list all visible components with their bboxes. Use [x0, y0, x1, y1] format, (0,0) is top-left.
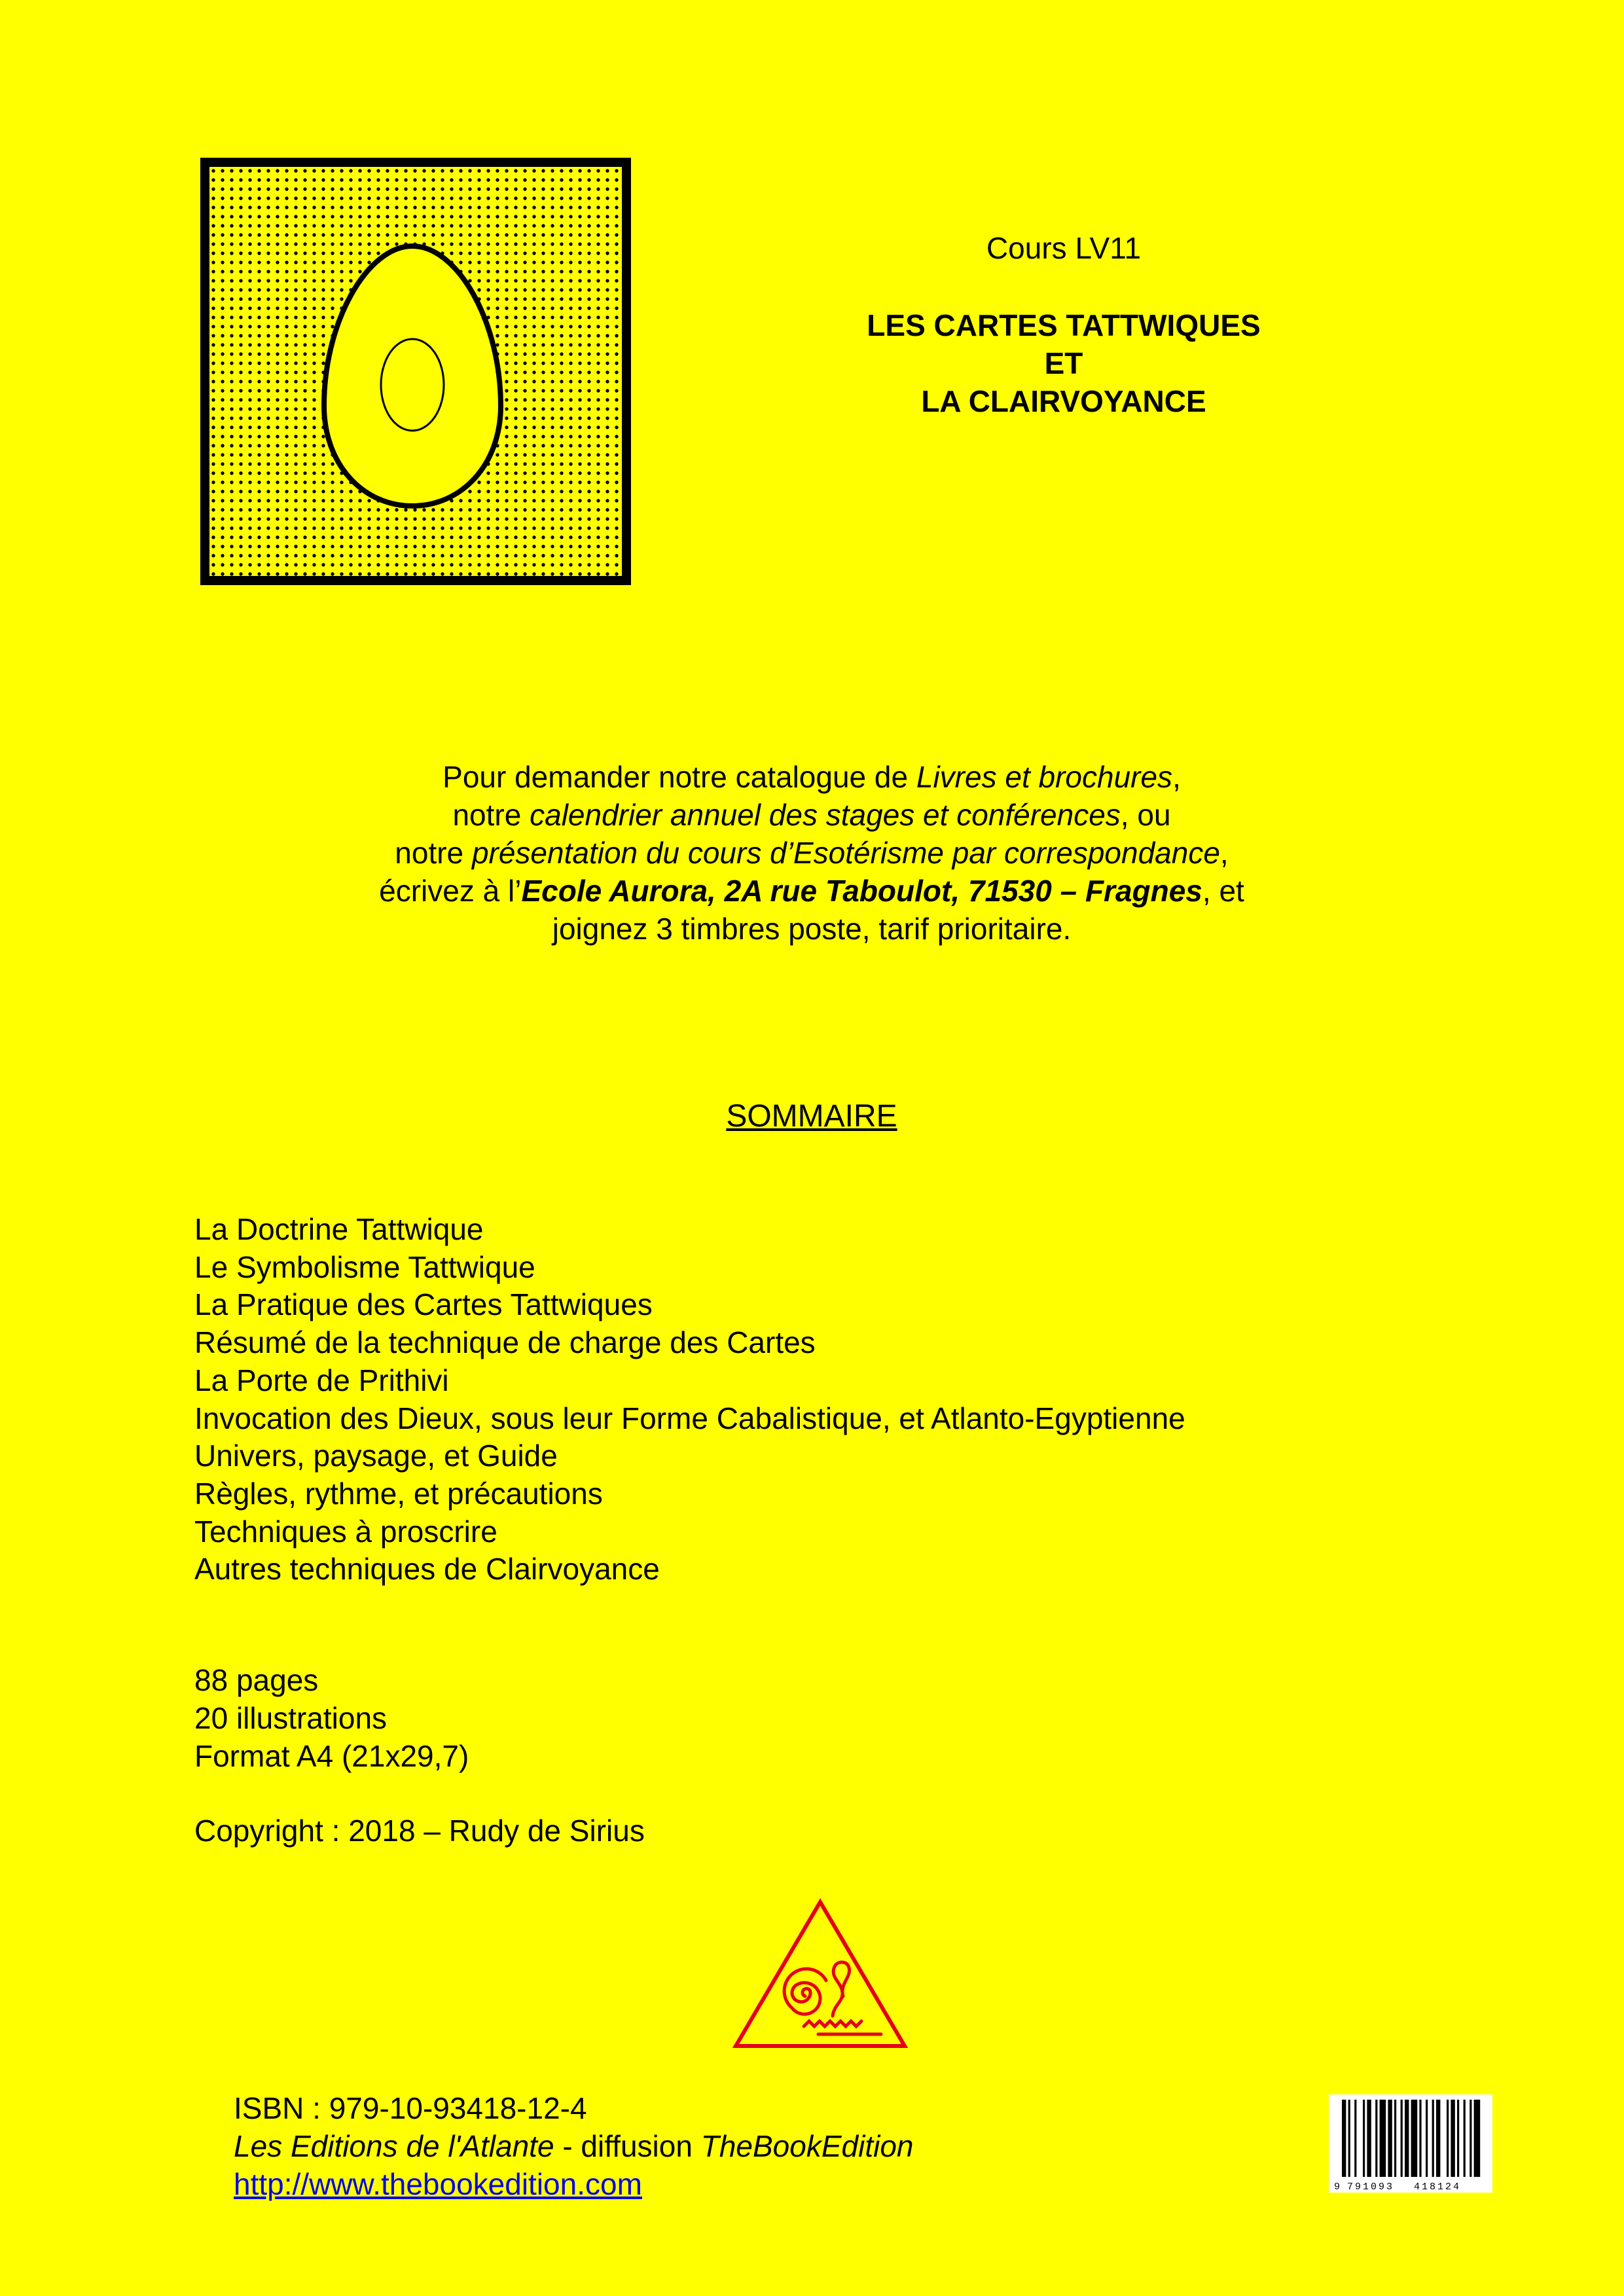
barcode-bar: [1411, 2100, 1418, 2177]
toc-item: Autres techniques de Clairvoyance: [194, 1552, 660, 1587]
barcode-digits-left: 791093: [1347, 2181, 1395, 2193]
text-italic: présentation du cours d’Esotérisme par correspondance: [471, 836, 1220, 870]
barcode-bar: [1436, 2100, 1440, 2177]
tattwa-egg-emblem-icon: [200, 157, 632, 586]
publisher-website-link[interactable]: http://www.thebookedition.com: [234, 2167, 642, 2201]
barcode-bar: [1405, 2100, 1409, 2177]
barcode-bar: [1380, 2100, 1386, 2177]
barcode-digit-lead: 9: [1334, 2181, 1341, 2193]
barcode-bar: [1470, 2100, 1471, 2177]
barcode-bar: [1474, 2100, 1481, 2177]
barcode-bar: [1401, 2100, 1403, 2177]
book-specs: [194, 1661, 469, 1775]
copyright: Copyright : 2018 – Rudy de Sirius: [194, 1814, 645, 1848]
book-title: [785, 306, 1342, 420]
text-span: notre: [452, 798, 530, 832]
text-span: Pour demander notre catalogue de: [442, 760, 916, 794]
imprint: [234, 2089, 913, 2203]
text-span: notre: [395, 836, 472, 870]
toc-item: Techniques à proscrire: [194, 1514, 497, 1549]
barcode-bar: [1464, 2100, 1466, 2177]
page-count: 88 pages: [194, 1663, 319, 1697]
barcode-bar: [1342, 2100, 1346, 2177]
toc-item: Invocation des Dieux, sous leur Forme Cabalistique, et Atlanto-Egyptienne: [194, 1401, 1185, 1435]
illustration-count: 20 illustrations: [194, 1701, 388, 1735]
distributor-name: TheBookEdition: [700, 2129, 914, 2163]
catalogue-line-4: [249, 872, 1375, 910]
toc-item: La Pratique des Cartes Tattwiques: [194, 1287, 653, 1322]
toc-item: Règles, rythme, et précautions: [194, 1476, 603, 1511]
school-address: Ecole Aurora, 2A rue Taboulot, 71530 – Fragnes: [521, 874, 1202, 908]
barcode-bar: [1432, 2100, 1434, 2177]
title-line-3: LA CLAIRVOYANCE: [921, 384, 1206, 418]
isbn-barcode-icon: [1329, 2094, 1492, 2193]
barcode-bar: [1447, 2100, 1449, 2177]
barcode-bar: [1394, 2100, 1396, 2177]
isbn: ISBN : 979-10-93418-12-4: [234, 2091, 587, 2125]
catalogue-line-3: [249, 834, 1375, 872]
barcode-digits-right: 418124: [1414, 2181, 1462, 2193]
catalogue-notice: [249, 758, 1375, 948]
barcode-bar: [1419, 2100, 1421, 2177]
toc-item: La Porte de Prithivi: [194, 1363, 449, 1397]
publisher-line: [234, 2127, 913, 2165]
barcode-bar: [1348, 2100, 1350, 2177]
toc-item: Résumé de la technique de charge des Cartes: [194, 1325, 816, 1360]
barcode-bar: [1375, 2100, 1377, 2177]
text-italic: calendrier annuel des stages et conférences: [530, 798, 1121, 832]
table-of-contents: [194, 1211, 1504, 1588]
barcode-bar: [1388, 2100, 1392, 2177]
toc-item: La Doctrine Tattwique: [194, 1212, 484, 1246]
toc-item: Le Symbolisme Tattwique: [194, 1249, 535, 1284]
format: Format A4 (21x29,7): [194, 1739, 469, 1773]
text-span: ,: [1219, 836, 1229, 870]
text-span: ,: [1172, 760, 1181, 794]
sommaire-heading: SOMMAIRE: [726, 1099, 897, 1134]
catalogue-line-5: joignez 3 timbres poste, tarif prioritaire.: [552, 912, 1072, 946]
barcode-bar: [1367, 2100, 1371, 2177]
barcode-bar: [1451, 2100, 1454, 2177]
barcode-bar: [1354, 2100, 1356, 2177]
text-span: , ou: [1120, 798, 1171, 832]
title-line-2: ET: [1044, 346, 1083, 380]
text-italic: Livres et brochures: [916, 760, 1173, 794]
diffusion-text: - diffusion: [554, 2129, 701, 2163]
catalogue-line-2: [249, 796, 1375, 834]
barcode-bar: [1426, 2100, 1428, 2177]
publisher-name: Les Editions de l'Atlante: [234, 2129, 554, 2163]
title-line-1: LES CARTES TATTWIQUES: [867, 308, 1261, 342]
text-span: écrivez à l’: [379, 874, 522, 908]
barcode-bar: [1457, 2100, 1459, 2177]
atlante-triangle-logo-icon: [732, 1898, 909, 2050]
course-code: Cours LV11: [986, 231, 1142, 265]
toc-item: Univers, paysage, et Guide: [194, 1439, 558, 1473]
text-span: , et: [1202, 874, 1244, 908]
catalogue-line-1: [249, 758, 1375, 796]
barcode-bar: [1363, 2100, 1365, 2177]
